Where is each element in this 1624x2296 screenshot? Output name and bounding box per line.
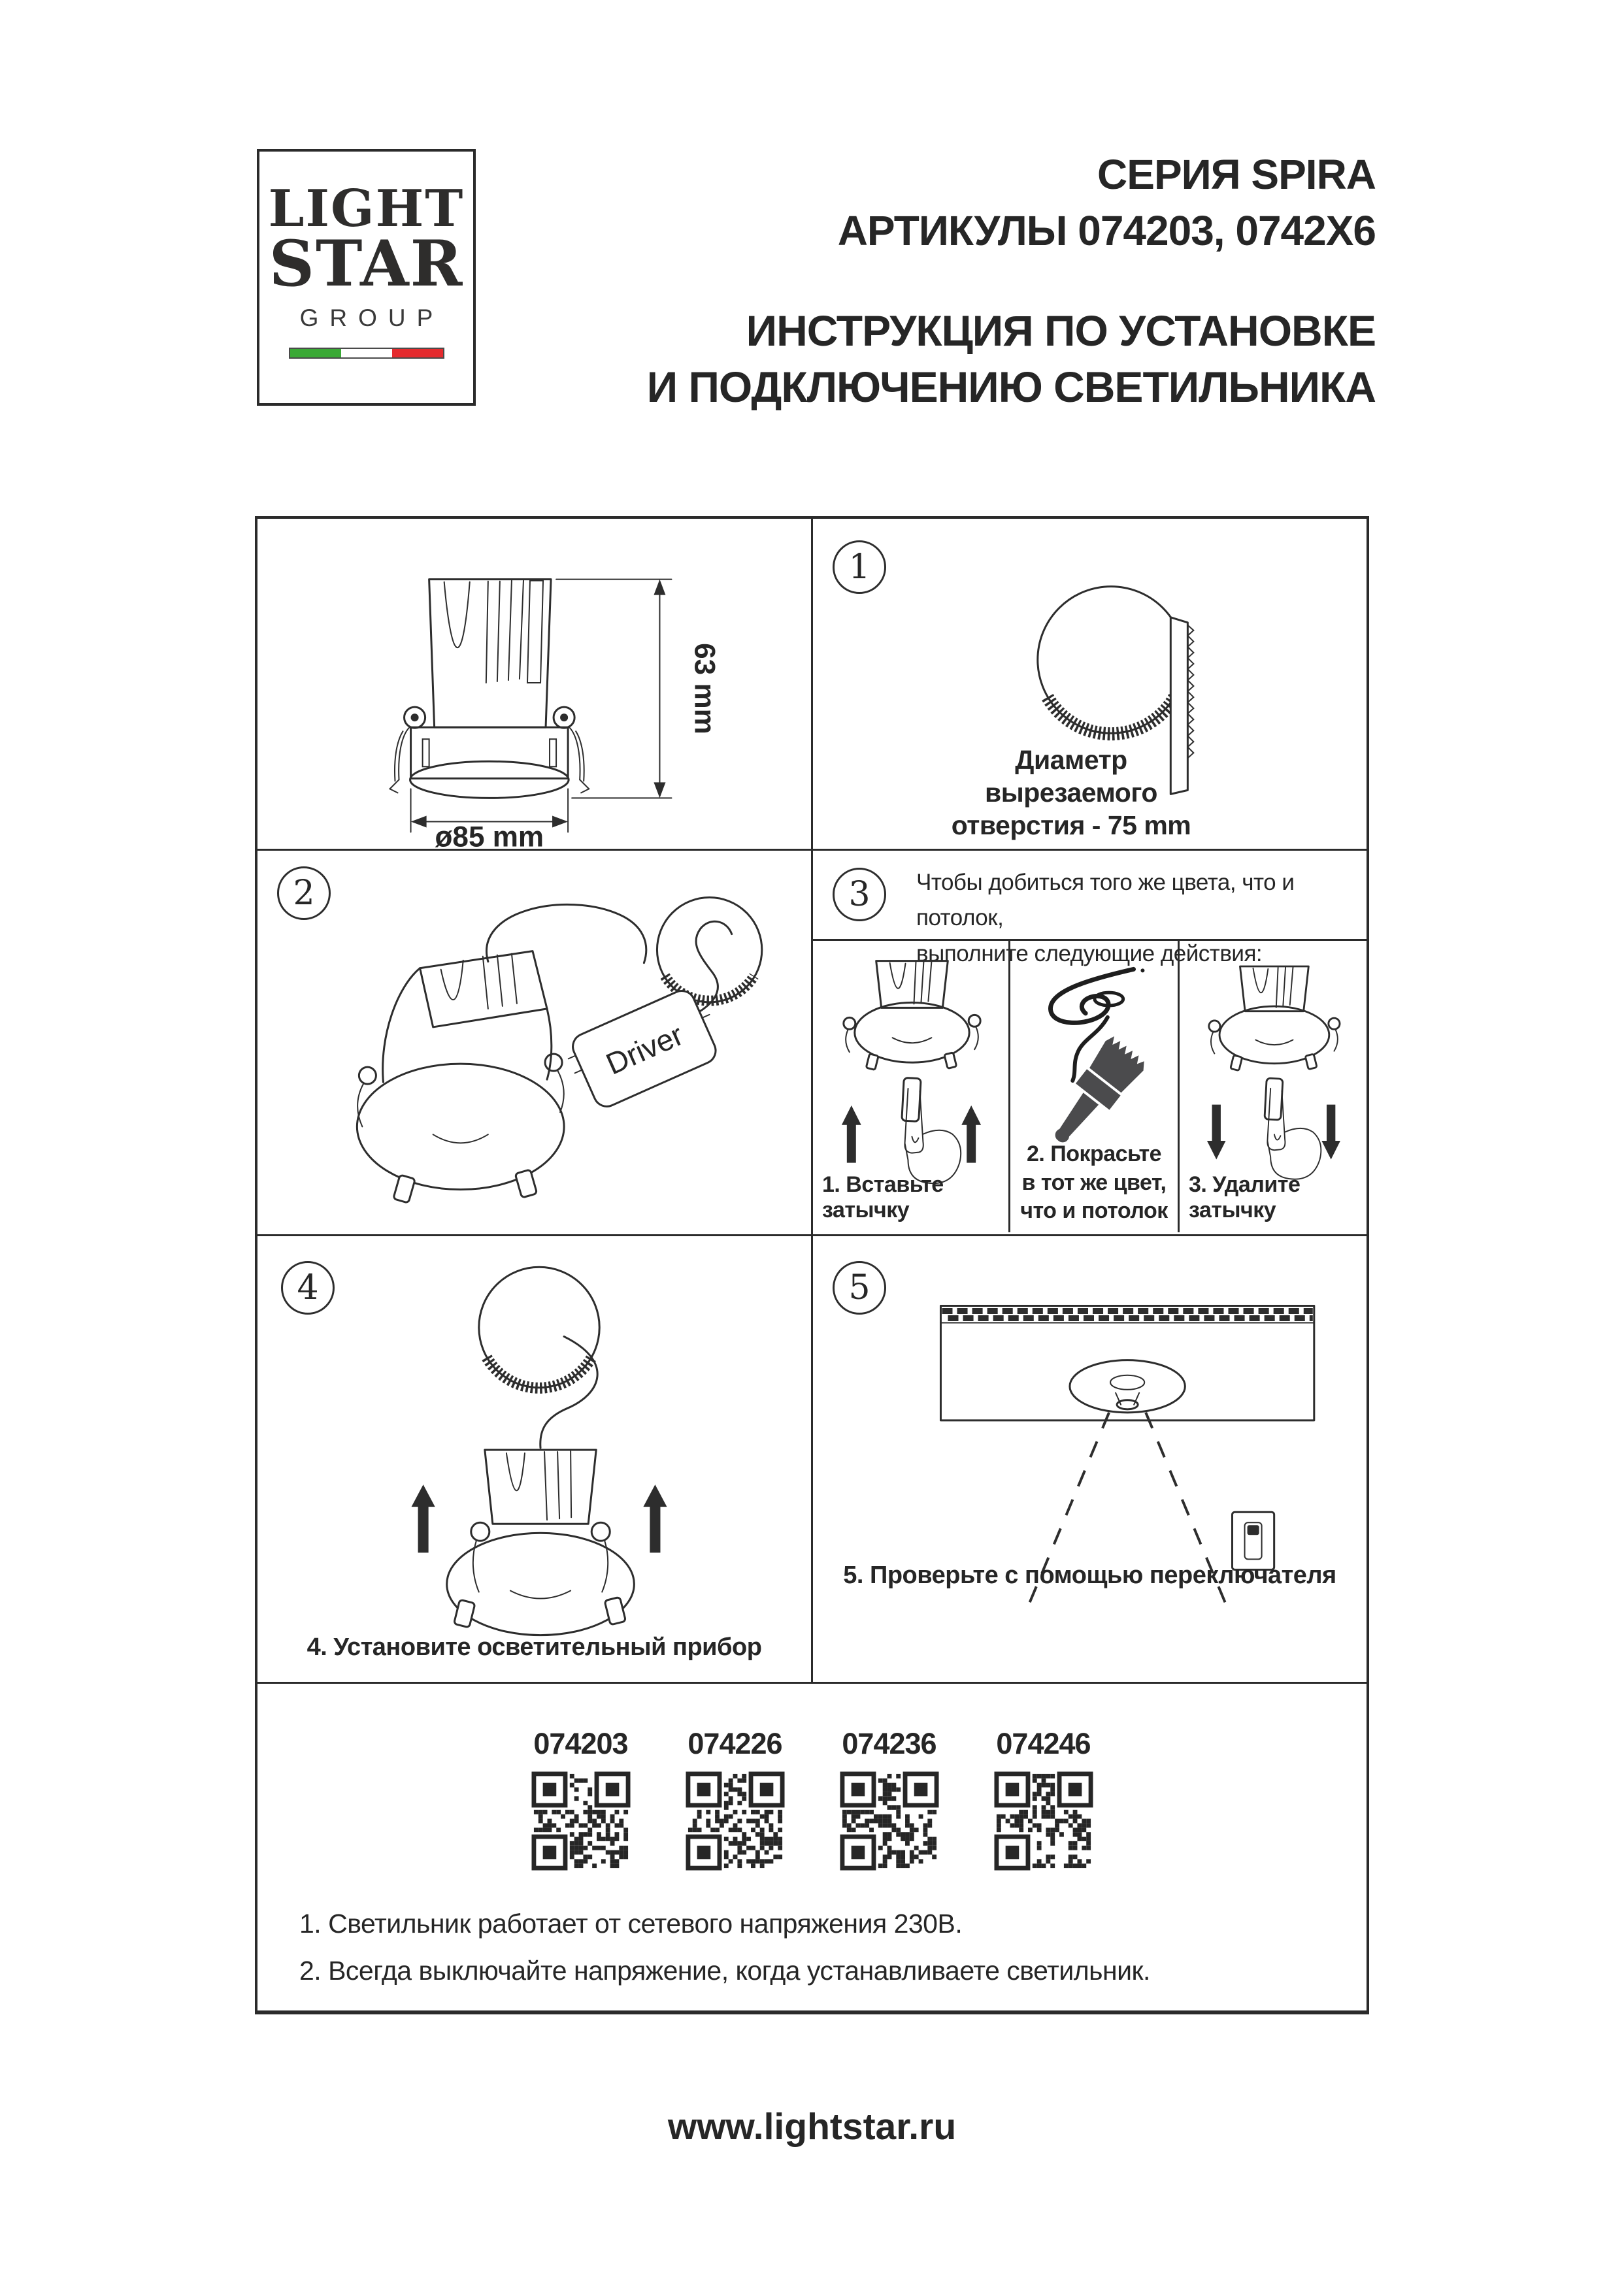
height-dimension	[556, 580, 721, 798]
instruction-grid	[255, 516, 1369, 2014]
recessed-light	[1070, 1360, 1185, 1413]
article-code: 074226	[688, 1727, 782, 1760]
series-title: СЕРИЯ SPIRA	[1097, 151, 1376, 198]
diameter-label: ø85 mm	[435, 821, 544, 849]
articles-line: АРТИКУЛЫ 074203, 0742X6	[837, 207, 1376, 254]
panel-step-3	[813, 851, 1367, 1236]
instruction-title-line2: И ПОДКЛЮЧЕНИЮ СВЕТИЛЬНИКА	[646, 363, 1376, 411]
step-5-badge: 5	[833, 1261, 886, 1315]
step-3-subpanels	[813, 941, 1367, 1232]
arrow-up-icon	[961, 1106, 981, 1163]
driver-label: Driver	[601, 1017, 688, 1081]
switch-test-drawing	[813, 1236, 1367, 1682]
note-line-2: 2. Всегда выключайте напряжение, когда устанавливаете светильник.	[299, 1955, 1150, 1986]
flag-green-segment	[290, 349, 341, 357]
qr-item	[531, 1727, 631, 1871]
install-fixture-drawing	[257, 1236, 811, 1682]
panel-step-2	[257, 851, 813, 1236]
flag-red-segment	[392, 349, 443, 357]
arrow-down-icon	[1321, 1105, 1340, 1160]
italian-flag-stripe	[289, 348, 444, 359]
lightstar-logo	[257, 149, 476, 406]
ceiling-hole	[1038, 587, 1185, 734]
qr-item	[686, 1727, 785, 1871]
subpanel-paint	[1010, 941, 1180, 1232]
article-code: 074203	[533, 1727, 628, 1760]
instruction-title-line1: ИНСТРУКЦИЯ ПО УСТАНОВКЕ	[746, 306, 1376, 355]
plug	[902, 1077, 921, 1121]
arrow-up-icon	[412, 1484, 435, 1552]
mini-downlight	[1209, 966, 1340, 1071]
step-5-caption: 5. Проверьте с помощью переключателя	[843, 1562, 1336, 1589]
panel-step-5	[813, 1236, 1367, 1684]
qr-code-icon	[840, 1771, 939, 1871]
logo-word-light: LIGHT	[268, 179, 465, 238]
ceiling-hole	[657, 897, 761, 1002]
subpanel-insert-plug	[813, 941, 1010, 1232]
paint-brush-icon	[1039, 1034, 1149, 1155]
logo-word-group: GROUP	[299, 304, 444, 331]
header	[647, 150, 1376, 412]
subpanel-3-caption: 3. Удалите затычку	[1189, 1172, 1301, 1222]
step-3-badge: 3	[833, 868, 886, 921]
article-code: 074236	[842, 1727, 936, 1760]
panel-step-1	[813, 519, 1367, 851]
wire	[540, 1337, 597, 1448]
flag-white-segment	[341, 349, 392, 357]
website-url: www.lightstar.ru	[667, 2106, 957, 2148]
step-2-badge: 2	[277, 866, 331, 920]
lamp-dimensions-drawing	[257, 519, 811, 849]
panel-articles-qr	[257, 1684, 1367, 2010]
qr-code-icon	[531, 1771, 631, 1871]
subpanel-1-caption: 1. Вставьте затычку	[822, 1172, 944, 1222]
subpanel-2-caption: 2. Покрасьте в тот же цвет, что и потолок	[1020, 1141, 1168, 1224]
qr-item	[994, 1727, 1093, 1871]
subpanel-remove-plug	[1180, 941, 1367, 1232]
qr-item	[840, 1727, 939, 1871]
panel-dimensions	[257, 519, 813, 851]
downlight	[357, 951, 564, 1203]
panel-step-4	[257, 1236, 813, 1684]
arrow-down-icon	[1207, 1105, 1226, 1160]
ceiling-hole	[479, 1267, 599, 1388]
driver-connection-drawing	[257, 851, 811, 1234]
step-3-header	[813, 851, 1367, 966]
step-1-badge: 1	[833, 540, 886, 594]
logo-word-star: STAR	[269, 226, 464, 301]
article-code: 074246	[996, 1727, 1091, 1760]
step-4-badge: 4	[281, 1261, 335, 1315]
height-label: 63 mm	[688, 643, 721, 734]
downlight	[447, 1450, 635, 1635]
mini-downlight	[844, 961, 980, 1070]
plug	[1265, 1078, 1283, 1120]
arrow-up-icon	[643, 1484, 667, 1552]
step-4-caption: 4. Установите осветительный прибор	[307, 1633, 762, 1661]
step-1-caption: Диаметр вырезаемого отверстия - 75 mm	[951, 745, 1191, 841]
arrow-up-icon	[842, 1106, 861, 1163]
downlight-side-view	[389, 580, 589, 798]
qr-code-icon	[994, 1771, 1093, 1871]
ceiling-section	[940, 1305, 1314, 1420]
qr-row	[257, 1727, 1367, 1871]
qr-code-icon	[686, 1771, 785, 1871]
note-line-1: 1. Светильник работает от сетевого напряжения 230В.	[299, 1909, 963, 1939]
step-3-intro: Чтобы добиться того же цвета, что и потолок, выполните следующие действия:	[916, 870, 1295, 966]
safety-notes	[257, 1901, 1367, 1995]
